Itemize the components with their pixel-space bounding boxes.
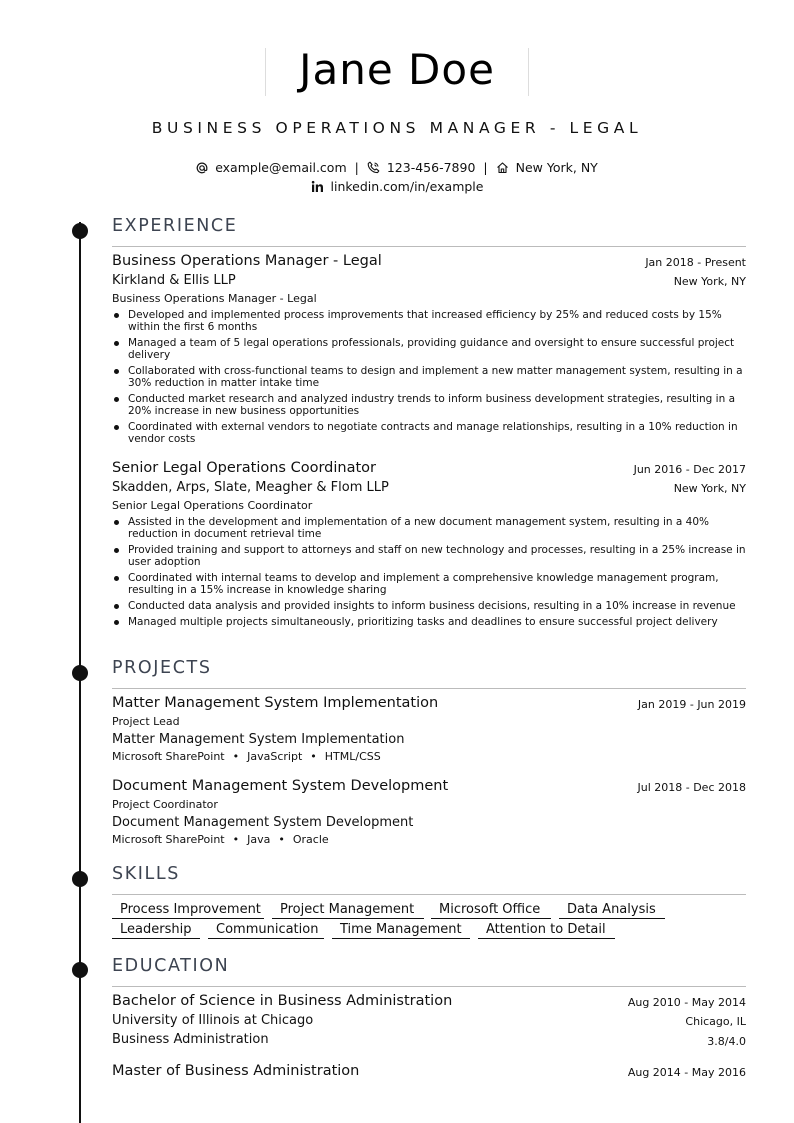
section-title-projects: PROJECTS bbox=[112, 658, 212, 678]
section-divider bbox=[112, 986, 746, 987]
list-item: Provided training and support to attorneys and staff on new technology and processes, resulting in a 25% increase in user adoption bbox=[112, 544, 746, 568]
list-item: Coordinated with external vendors to negotiate contracts and manage relationships, resulting in a 10% reduction in vendor costs bbox=[112, 421, 746, 445]
skill-tag: Communication bbox=[208, 922, 324, 939]
school-1: University of Illinois at Chicago bbox=[112, 1013, 314, 1028]
contact-divider: | bbox=[354, 160, 359, 175]
skill-tag: Project Management bbox=[272, 902, 424, 919]
job-location-1: New York, NY bbox=[673, 275, 746, 288]
project-date-2: Jul 2018 - Dec 2018 bbox=[637, 781, 746, 794]
tech-item: Microsoft SharePoint bbox=[112, 750, 225, 763]
skill-tag: Microsoft Office bbox=[431, 902, 551, 919]
header bbox=[0, 46, 794, 94]
tech-separator: • bbox=[232, 833, 240, 846]
tech-item: Java bbox=[247, 833, 271, 846]
list-item: Coordinated with internal teams to develop and implement a comprehensive knowledge management program, resulting in a 15% increase in knowledge sharing bbox=[112, 572, 746, 596]
degree-1: Bachelor of Science in Business Administration bbox=[112, 993, 453, 1009]
project-tech-2 bbox=[112, 833, 329, 846]
section-title-experience: EXPERIENCE bbox=[112, 216, 238, 236]
project-subtitle-2: Document Management System Development bbox=[112, 815, 414, 830]
tech-item: Microsoft SharePoint bbox=[112, 833, 225, 846]
job-title: BUSINESS OPERATIONS MANAGER - LEGAL bbox=[151, 119, 643, 137]
project-role-1: Project Lead bbox=[112, 715, 180, 728]
section-divider bbox=[112, 894, 746, 895]
phone-number[interactable]: 123-456-7890 bbox=[386, 160, 476, 175]
tech-item: JavaScript bbox=[247, 750, 303, 763]
location-text: New York, NY bbox=[515, 160, 598, 175]
degree-2: Master of Business Administration bbox=[112, 1063, 360, 1079]
name-box bbox=[265, 46, 529, 94]
timeline-dot-skills bbox=[72, 871, 88, 887]
project-role-2: Project Coordinator bbox=[112, 798, 218, 811]
skill-tag: Leadership bbox=[112, 922, 200, 939]
job-bullets-1 bbox=[112, 309, 746, 449]
school-location-1: Chicago, IL bbox=[685, 1015, 746, 1028]
home-icon bbox=[496, 161, 509, 177]
job-date-1: Jan 2018 - Present bbox=[645, 256, 746, 269]
project-subtitle-1: Matter Management System Implementation bbox=[112, 732, 405, 747]
job-date-2: Jun 2016 - Dec 2017 bbox=[633, 463, 746, 476]
skill-tag: Process Improvement bbox=[112, 902, 264, 919]
tech-separator: • bbox=[310, 750, 317, 763]
job-title-2: Senior Legal Operations Coordinator bbox=[112, 460, 376, 476]
project-title-1: Matter Management System Implementation bbox=[112, 695, 439, 711]
degree-date-2: Aug 2014 - May 2016 bbox=[627, 1066, 746, 1079]
project-date-1: Jan 2019 - Jun 2019 bbox=[637, 698, 746, 711]
list-item: Managed a team of 5 legal operations professionals, providing guidance and oversight to ensure successful project delivery bbox=[112, 337, 746, 361]
field-1: Business Administration bbox=[112, 1032, 269, 1047]
list-item: Managed multiple projects simultaneously, prioritizing tasks and deadlines to ensure successful project delivery bbox=[112, 616, 746, 628]
linkedin-link[interactable]: linkedin.com/in/example bbox=[330, 179, 484, 194]
tech-item: Oracle bbox=[292, 833, 329, 846]
job-title-1: Business Operations Manager - Legal bbox=[112, 253, 382, 269]
list-item: Conducted data analysis and provided insights to inform business decisions, resulting in a 10% increase in revenue bbox=[112, 600, 746, 612]
skill-tag: Time Management bbox=[332, 922, 470, 939]
job-bullets-2 bbox=[112, 516, 746, 632]
list-item: Conducted market research and analyzed industry trends to inform business development strategies, resulting in a 20% increase in new business opportunities bbox=[112, 393, 746, 417]
company-2: Skadden, Arps, Slate, Meagher & Flom LLP bbox=[112, 480, 389, 495]
phone-icon bbox=[367, 161, 380, 177]
list-item: Assisted in the development and implementation of a new document management system, resulting in a 40% reduction in document retrieval time bbox=[112, 516, 746, 540]
skill-tag: Data Analysis bbox=[559, 902, 665, 919]
project-title-2: Document Management System Development bbox=[112, 778, 449, 794]
section-title-skills: SKILLS bbox=[112, 864, 180, 884]
tech-separator: • bbox=[278, 833, 285, 846]
linkedin-icon bbox=[311, 180, 324, 196]
list-item: Developed and implemented process improvements that increased efficiency by 25% and reduced costs by 15% within the first 6 months bbox=[112, 309, 746, 333]
timeline-dot-projects bbox=[72, 665, 88, 681]
section-title-education: EDUCATION bbox=[112, 956, 230, 976]
list-item: Collaborated with cross-functional teams to design and implement a new matter management system, resulting in a 30% reduction in matter intake time bbox=[112, 365, 746, 389]
candidate-name: Jane Doe bbox=[299, 45, 495, 94]
gpa-1: 3.8/4.0 bbox=[707, 1035, 746, 1048]
degree-date-1: Aug 2010 - May 2014 bbox=[627, 996, 746, 1009]
job-role-2: Senior Legal Operations Coordinator bbox=[112, 499, 313, 512]
tech-item: HTML/CSS bbox=[324, 750, 381, 763]
timeline-dot-experience bbox=[72, 223, 88, 239]
job-location-2: New York, NY bbox=[673, 482, 746, 495]
skill-tag: Attention to Detail bbox=[478, 922, 615, 939]
at-icon bbox=[196, 162, 208, 177]
company-1: Kirkland & Ellis LLP bbox=[112, 273, 236, 288]
project-tech-1 bbox=[112, 750, 381, 763]
email-link[interactable]: example@email.com bbox=[215, 160, 347, 175]
section-divider bbox=[112, 246, 746, 247]
section-divider bbox=[112, 688, 746, 689]
timeline-dot-education bbox=[72, 962, 88, 978]
contact-line bbox=[0, 160, 794, 177]
job-role-1: Business Operations Manager - Legal bbox=[112, 292, 317, 305]
tech-separator: • bbox=[232, 750, 240, 763]
contact-divider: | bbox=[483, 160, 488, 175]
contact-line-2 bbox=[0, 179, 794, 196]
